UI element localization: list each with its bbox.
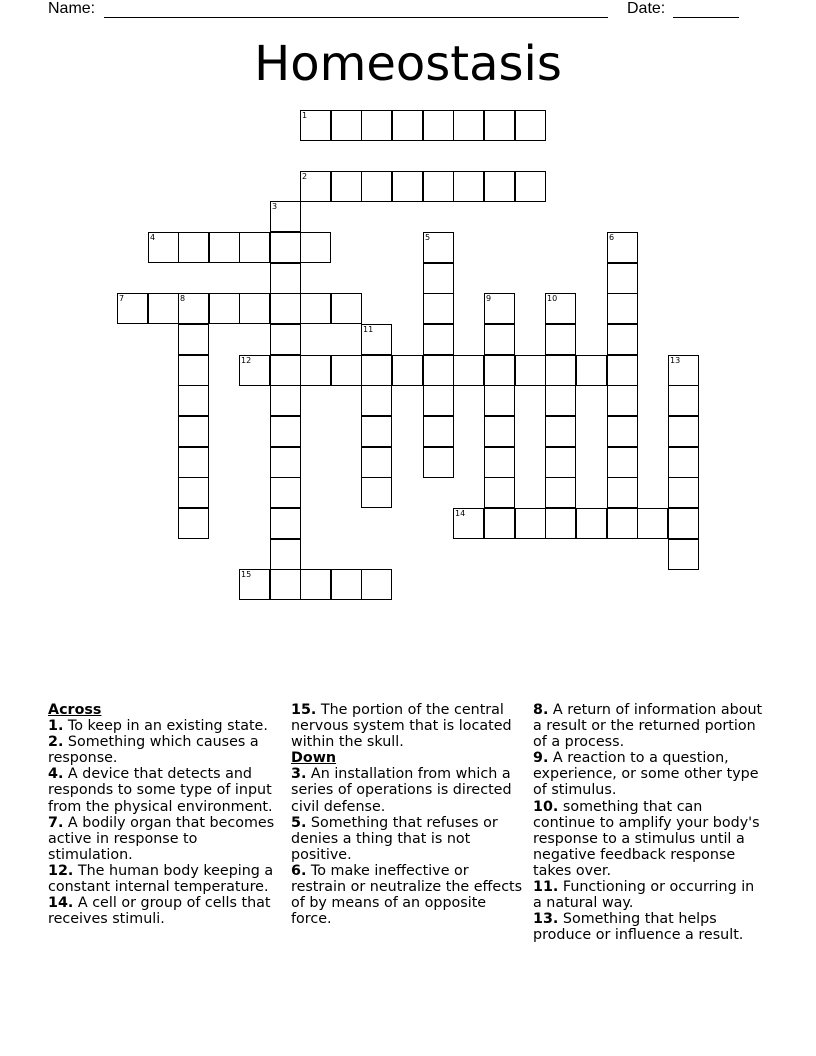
crossword-cell[interactable] — [178, 447, 209, 478]
clue-item — [291, 863, 523, 927]
crossword-cell[interactable] — [607, 447, 638, 478]
crossword-cell[interactable] — [270, 416, 301, 447]
clue-item-text: Functioning or occurring in a natural way. — [533, 879, 755, 912]
crossword-cell[interactable] — [361, 324, 392, 355]
crossword-cell[interactable] — [361, 416, 392, 447]
crossword-cell[interactable] — [178, 477, 209, 508]
clue-item — [48, 863, 280, 895]
crossword-cell[interactable] — [545, 477, 576, 508]
page-title: Homeostasis — [254, 36, 562, 92]
crossword-cell[interactable] — [484, 508, 515, 539]
clue-item — [48, 895, 280, 927]
crossword-cell[interactable] — [209, 232, 240, 263]
clue-item-number: 4. — [48, 766, 64, 783]
crossword-cell[interactable] — [148, 232, 179, 263]
clue-item — [533, 879, 765, 911]
clue-item — [48, 815, 280, 863]
clue-item-text: A reaction to a question, experience, or some other type of stimulus. — [533, 750, 759, 799]
clue-item-text: The human body keeping a constant internal temperature. — [48, 862, 274, 896]
clue-item-text: A device that detects and responds to some type of input from the physical environment. — [48, 766, 273, 815]
clue-item — [533, 750, 765, 798]
clue-item-number: 12. — [48, 862, 74, 879]
crossword-cell[interactable] — [607, 263, 638, 294]
crossword-cell[interactable] — [300, 232, 331, 263]
crossword-cell[interactable] — [239, 293, 270, 324]
crossword-cell[interactable] — [576, 355, 607, 386]
crossword-cell[interactable] — [668, 355, 699, 386]
clue-number: 7 — [119, 294, 125, 303]
clue-item-text: To keep in an existing state. — [63, 718, 268, 735]
clue-number: 15 — [241, 570, 252, 579]
crossword-cell[interactable] — [453, 508, 484, 539]
clue-number: 13 — [670, 356, 681, 365]
crossword-cell[interactable] — [178, 232, 209, 263]
crossword-cell[interactable] — [239, 569, 270, 600]
crossword-cell[interactable] — [484, 171, 515, 202]
crossword-cell[interactable] — [607, 293, 638, 324]
crossword-cell[interactable] — [270, 508, 301, 539]
crossword-cell[interactable] — [331, 171, 362, 202]
crossword-cell[interactable] — [423, 263, 454, 294]
crossword-cell[interactable] — [668, 508, 699, 539]
clue-item — [533, 702, 765, 750]
crossword-cell[interactable] — [178, 355, 209, 386]
clue-item-number: 7. — [48, 814, 64, 831]
clue-column-2 — [291, 702, 523, 927]
crossword-cell[interactable] — [576, 508, 607, 539]
clue-number: 3 — [272, 202, 278, 211]
clue-item-number: 5. — [291, 814, 307, 831]
crossword-cell[interactable] — [484, 324, 515, 355]
crossword-cell[interactable] — [515, 355, 546, 386]
across-heading: Across — [48, 702, 102, 718]
clue-item-text: A cell or group of cells that receives stimuli. — [48, 895, 271, 928]
clue-item-number: 13. — [533, 911, 559, 928]
crossword-cell[interactable] — [361, 110, 392, 141]
crossword-cell[interactable] — [178, 416, 209, 447]
clue-number: 12 — [241, 356, 252, 365]
clue-item-text: A bodily organ that becomes active in response to stimulation. — [48, 814, 275, 863]
clue-number: 1 — [302, 111, 308, 120]
clue-number: 10 — [547, 294, 558, 303]
crossword-cell[interactable] — [331, 293, 362, 324]
crossword-cell[interactable] — [300, 569, 331, 600]
clue-item-number: 15. — [291, 702, 317, 718]
crossword-cell[interactable] — [392, 171, 423, 202]
clue-item-number: 10. — [533, 798, 559, 815]
crossword-cell[interactable] — [484, 477, 515, 508]
crossword-cell[interactable] — [270, 232, 301, 263]
crossword-cell[interactable] — [361, 385, 392, 416]
crossword-cell[interactable] — [331, 569, 362, 600]
crossword-cell[interactable] — [423, 232, 454, 263]
crossword-cell[interactable] — [270, 477, 301, 508]
crossword-cell[interactable] — [178, 293, 209, 324]
crossword-cell[interactable] — [545, 416, 576, 447]
crossword-cell[interactable] — [545, 355, 576, 386]
crossword-cell[interactable] — [545, 324, 576, 355]
crossword-cell[interactable] — [668, 539, 699, 570]
across-clue-list-continued — [291, 702, 523, 750]
crossword-cell[interactable] — [515, 110, 546, 141]
clue-item-text: To make ineffective or restrain or neutralize the effects of by means of an opposite force. — [291, 862, 523, 928]
crossword-cell[interactable] — [668, 385, 699, 416]
crossword-cell[interactable] — [270, 539, 301, 570]
crossword-cell[interactable] — [300, 110, 331, 141]
crossword-cell[interactable] — [607, 508, 638, 539]
crossword-cell[interactable] — [392, 355, 423, 386]
crossword-cell[interactable] — [484, 447, 515, 478]
clue-column-1 — [48, 702, 280, 927]
crossword-cell[interactable] — [300, 355, 331, 386]
clue-number: 2 — [302, 172, 308, 181]
crossword-cell[interactable] — [484, 355, 515, 386]
clue-number: 6 — [609, 233, 615, 242]
crossword-cell[interactable] — [423, 385, 454, 416]
crossword-cell[interactable] — [270, 385, 301, 416]
crossword-cell[interactable] — [239, 355, 270, 386]
crossword-cell[interactable] — [270, 447, 301, 478]
down-clue-list-continued — [533, 702, 765, 943]
clue-item — [533, 911, 765, 943]
clue-item-text: An installation from which a series of operations is directed civil defense. — [291, 766, 512, 815]
crossword-cell[interactable] — [484, 416, 515, 447]
clue-number: 11 — [363, 325, 374, 334]
crossword-cell[interactable] — [300, 171, 331, 202]
crossword-cell[interactable] — [668, 416, 699, 447]
crossword-cell[interactable] — [607, 385, 638, 416]
crossword-cell[interactable] — [668, 477, 699, 508]
clue-item — [291, 766, 523, 814]
crossword-cell[interactable] — [515, 171, 546, 202]
crossword-cell[interactable] — [515, 508, 546, 539]
crossword-cell[interactable] — [331, 110, 362, 141]
crossword-cell[interactable] — [607, 232, 638, 263]
down-clue-list — [291, 766, 523, 927]
crossword-cell[interactable] — [178, 324, 209, 355]
crossword-cell[interactable] — [178, 508, 209, 539]
crossword-cell[interactable] — [453, 171, 484, 202]
crossword-cell[interactable] — [423, 171, 454, 202]
crossword-cell[interactable] — [361, 171, 392, 202]
clue-item-number: 3. — [291, 766, 307, 783]
crossword-cell[interactable] — [270, 263, 301, 294]
name-label: Name: — [48, 0, 96, 17]
crossword-cell[interactable] — [545, 293, 576, 324]
crossword-cell[interactable] — [331, 355, 362, 386]
crossword-cell[interactable] — [453, 110, 484, 141]
crossword-cell[interactable] — [484, 293, 515, 324]
crossword-cell[interactable] — [270, 293, 301, 324]
clue-item-text: A return of information about a result or the returned portion of a process. — [533, 702, 763, 751]
crossword-cell[interactable] — [545, 385, 576, 416]
clue-item-text: Something which causes a response. — [48, 734, 259, 767]
clue-item-number: 1. — [48, 718, 64, 735]
crossword-cell[interactable] — [484, 385, 515, 416]
crossword-cell[interactable] — [423, 324, 454, 355]
clue-number: 14 — [455, 509, 466, 518]
crossword-cell[interactable] — [209, 293, 240, 324]
crossword-cell[interactable] — [637, 508, 668, 539]
crossword-cell[interactable] — [117, 293, 148, 324]
clue-item-number: 2. — [48, 734, 64, 751]
crossword-cell[interactable] — [423, 416, 454, 447]
crossword-cell[interactable] — [545, 447, 576, 478]
clue-item — [48, 718, 280, 734]
crossword-cell[interactable] — [361, 569, 392, 600]
crossword-cell[interactable] — [607, 324, 638, 355]
clue-column-3 — [533, 702, 765, 943]
crossword-cell[interactable] — [423, 447, 454, 478]
crossword-cell[interactable] — [361, 355, 392, 386]
clue-item — [48, 766, 280, 814]
clue-item-number: 9. — [533, 750, 549, 767]
crossword-cell[interactable] — [361, 477, 392, 508]
clue-item-number: 11. — [533, 879, 559, 896]
clue-item-number: 6. — [291, 862, 307, 879]
down-heading: Down — [291, 750, 337, 767]
crossword-cell[interactable] — [392, 110, 423, 141]
crossword-cell[interactable] — [178, 385, 209, 416]
clue-number: 5 — [425, 233, 431, 242]
date-label: Date: — [627, 0, 666, 17]
clue-item-number: 8. — [533, 702, 549, 718]
crossword-cell[interactable] — [668, 447, 699, 478]
clue-item — [533, 799, 765, 879]
clue-number: 4 — [150, 233, 156, 242]
crossword-cell[interactable] — [270, 201, 301, 232]
crossword-cell[interactable] — [148, 293, 179, 324]
clue-item-text: The portion of the central nervous system that is located within the skull. — [291, 702, 512, 751]
clue-item-number: 14. — [48, 895, 74, 912]
clue-number: 9 — [486, 294, 492, 303]
crossword-cell[interactable] — [607, 416, 638, 447]
crossword-cell[interactable] — [545, 508, 576, 539]
clue-item — [48, 734, 280, 766]
crossword-cell[interactable] — [423, 110, 454, 141]
crossword-cell[interactable] — [607, 355, 638, 386]
crossword-cell[interactable] — [300, 293, 331, 324]
clue-number: 8 — [180, 294, 186, 303]
crossword-cell[interactable] — [423, 355, 454, 386]
clue-item — [291, 702, 523, 750]
crossword-cell[interactable] — [270, 569, 301, 600]
crossword-cell[interactable] — [607, 477, 638, 508]
crossword-cell[interactable] — [361, 447, 392, 478]
clue-item — [291, 815, 523, 863]
crossword-cell[interactable] — [453, 355, 484, 386]
crossword-cell[interactable] — [270, 324, 301, 355]
across-clue-list — [48, 718, 280, 927]
clue-item-text: something that can continue to amplify your body's response to a stimulus until a negative feedback response takes over. — [533, 798, 760, 879]
crossword-cell[interactable] — [239, 232, 270, 263]
crossword-cell[interactable] — [484, 110, 515, 141]
clue-item-text: Something that helps produce or influence a result. — [533, 911, 744, 944]
crossword-cell[interactable] — [270, 355, 301, 386]
clue-item-text: Something that refuses or denies a thing that is not positive. — [291, 814, 498, 863]
crossword-cell[interactable] — [423, 293, 454, 324]
